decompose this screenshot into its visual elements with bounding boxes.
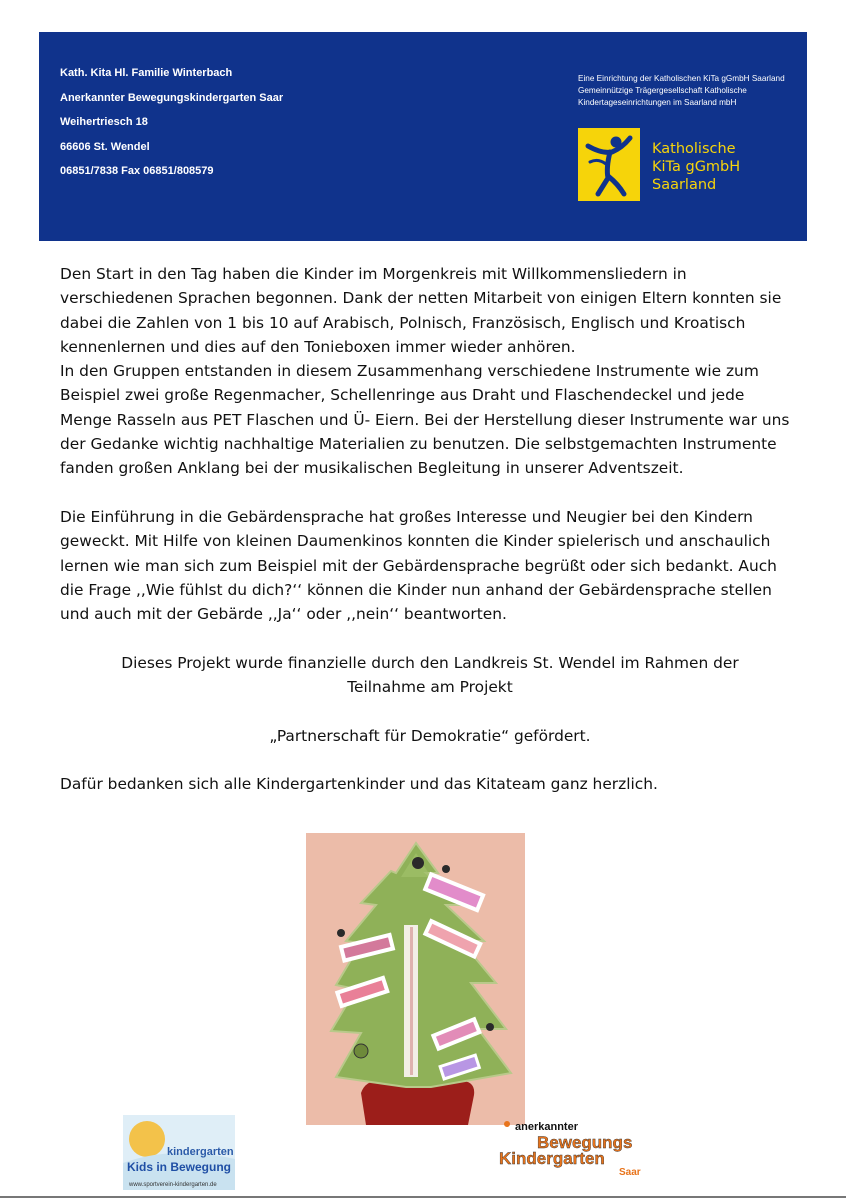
paragraph-instruments: In den Gruppen entstanden in diesem Zusammenhang verschiedene Instrumente wie zum Beispiel zwei große Regenmacher, Schellenringe aus Draht und Flaschendeckel und jede Menge Rasseln aus PET Flaschen und Ü- Eiern. Bei der Herstellung dieser Instrumente war uns der Gedanke wichtig nachhaltige Materialien zu benutzen. Die selbstgemachten Instrumente fanden großen Anklang bei der musikalischen Begleitung in unserer Adventszeit. xyxy=(60,362,790,478)
kita-phone-fax: 06851/7838 Fax 06851/808579 xyxy=(60,165,214,177)
organization-info xyxy=(578,73,785,109)
paragraph-morning-circle: Den Start in den Tag haben die Kinder im Morgenkreis mit Willkommensliedern in verschiedenen Sprachen begonnen. Dank der netten Mitarbeit von einigen Eltern konnten sie dabei die Zahlen von 1 bis 10 auf Arabisch, Polnisch, Französisch, Englisch und Kroatisch kennenlernen und dies auf den Tonieboxen immer wieder anhören. xyxy=(60,265,782,356)
letterhead-banner xyxy=(39,32,807,241)
page-bottom-rule xyxy=(0,1196,846,1198)
bk-logo-line-1: anerkannter xyxy=(515,1121,578,1133)
kids-logo-line-2: Kids in Bewegung xyxy=(127,1160,232,1174)
logo-line-2: KiTa gGmbH xyxy=(652,159,741,175)
bk-logo-line-3: Kindergarten xyxy=(499,1149,605,1168)
bk-logo-line-4: Saar xyxy=(619,1167,641,1178)
kids-in-bewegung-logo xyxy=(123,1115,235,1190)
org-line-3: Kindertageseinrichtungen im Saarland mbH xyxy=(578,98,737,107)
org-line-2: Gemeinnützige Trägergesellschaft Katholische xyxy=(578,86,747,95)
project-name: „Partnerschaft für Demokratie“ gefördert. xyxy=(269,726,591,745)
logo-line-3: Saarland xyxy=(652,177,717,193)
thanks-line: Dafür bedanken sich alle Kindergartenkinder und das Kitateam ganz herzlich. xyxy=(60,775,658,794)
org-line-1: Eine Einrichtung der Katholischen KiTa gGmbH Saarland xyxy=(578,74,785,83)
christmas-tree-photo xyxy=(306,833,525,1125)
funding-line-1: Dieses Projekt wurde finanzielle durch den Landkreis St. Wendel im Rahmen der xyxy=(121,653,739,672)
logo-line-1: Katholische xyxy=(652,141,736,157)
kita-city: 66606 St. Wendel xyxy=(60,140,150,153)
bewegungskindergarten-saar-logo xyxy=(497,1118,657,1180)
kita-name: Kath. Kita Hl. Familie Winterbach xyxy=(60,67,233,79)
kita-figure-logo-icon xyxy=(578,128,640,201)
kids-logo-line-1: kindergarten xyxy=(167,1146,234,1158)
kids-logo-url: www.sportverein-kindergarten.de xyxy=(129,1182,217,1188)
letter-body xyxy=(60,262,800,797)
kita-address-block xyxy=(60,66,283,189)
funding-line-2: Teilnahme am Projekt xyxy=(347,678,513,697)
paragraph-sign-language: Die Einführung in die Gebärdensprache hat großes Interesse und Neugier bei den Kindern geweckt. Mit Hilfe von kleinen Daumenkinos konnten die Kinder spielerisch und anschaulich lernen wie man sich zum Beispiel mit der Gebärdensprache begrüßt oder sich bedankt. Auch die Frage ,,Wie fühlst du dich?‘‘ können die Kinder nun anhand der Gebärdensprache stellen und auch mit der Gebärde ,,Ja‘‘ oder ,,nein‘‘ beantworten. xyxy=(60,507,777,624)
kita-street: Weihertriesch 18 xyxy=(60,116,148,128)
bk-logo-line-2: Bewegungs xyxy=(537,1133,633,1152)
kita-logo-text xyxy=(652,140,740,194)
kita-subtitle: Anerkannter Bewegungskindergarten Saar xyxy=(60,91,284,104)
